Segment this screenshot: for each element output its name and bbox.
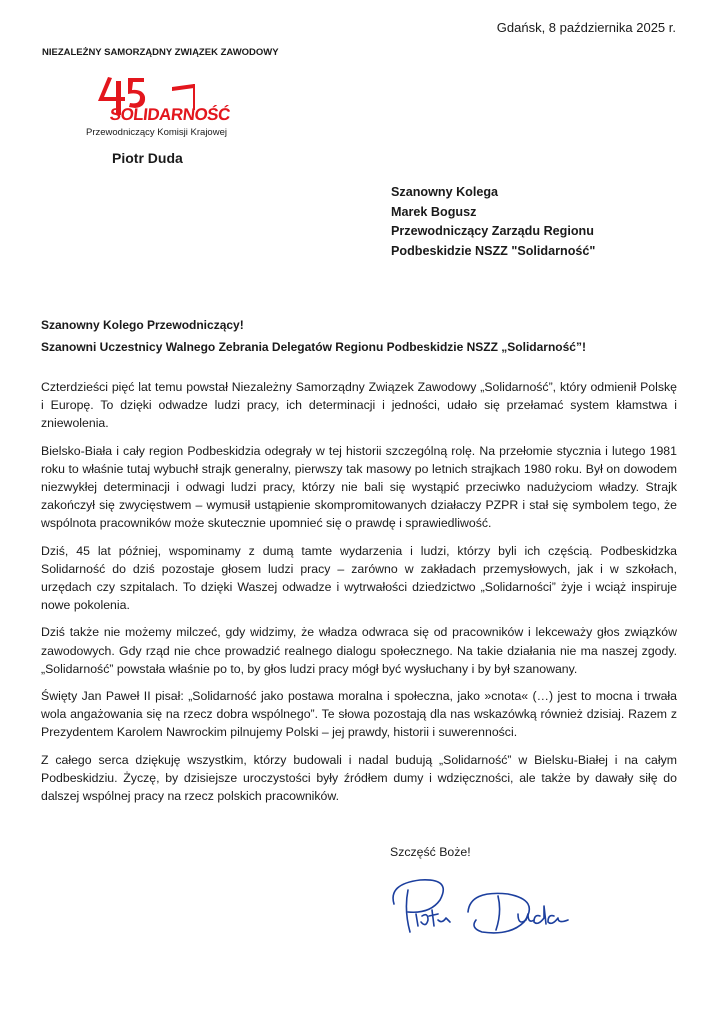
handwritten-signature — [390, 870, 580, 940]
solidarnosc-45-logo — [94, 75, 234, 125]
sender-name: Piotr Duda — [112, 150, 183, 166]
place-date: Gdańsk, 8 października 2025 r. — [496, 20, 676, 35]
recipient-position: Przewodniczący Zarządu Regionu — [391, 224, 594, 238]
paragraph: Dziś także nie możemy milczeć, gdy widzimy, że władza odwraca się od pracowników i lekceważy głos związków zawodowych. Gdy rząd nie chce prowadzić realnego dialogu społecznego. Na takie działania nie ma naszej zgody. „Solidarność” powstała właśnie po to, by głos ludzi pracy mógł być wysłuchany i by był szanowany. — [41, 625, 677, 676]
letter-body — [41, 378, 677, 814]
signature-icon — [390, 870, 580, 940]
paragraph: Z całego serca dziękuję wszystkim, którzy budowali i nadal budują „Solidarność” w Bielsku-Białej i na całym Podbeskidziu. Życzę, by dzisiejsze uroczystości były źródłem dumy i wdzięczności, ale także by dawały siłę do dalszej wspólnej pracy na rzecz polskich pracowników. — [41, 752, 677, 804]
greeting-chairman: Szanowny Kolego Przewodniczący! — [41, 318, 244, 332]
closing: Szczęść Boże! — [390, 845, 471, 859]
recipient-organization: Podbeskidzie NSZZ "Solidarność" — [391, 243, 596, 258]
organization-name: NIEZALEŻNY SAMORZĄDNY ZWIĄZEK ZAWODOWY — [42, 47, 279, 58]
sender-title: Przewodniczący Komisji Krajowej — [86, 127, 227, 138]
greeting-delegates: Szanowni Uczestnicy Walnego Zebrania Delegatów Regionu Podbeskidzie NSZZ „Solidarność”! — [41, 340, 586, 354]
paragraph: Bielsko-Biała i cały region Podbeskidzia odegrały w tej historii szczególną rolę. Na przełomie stycznia i lutego 1981 roku to właśnie tutaj wybuchł strajk generalny, pierwszy tak masowy po letnich strajkach 1980 roku. Był on dowodem niezwykłej determinacji i odwagi ludzi pracy, którzy nie bali się wystąpić przeciwko nadużyciom władzy. Strajk zakończył się zwycięstwem – wymusił ustąpienie skompromitowanych działaczy PZPR i stał się symbolem tego, że wspólnota pracowników może skutecznie upomnieć się o prawdę i sprawiedliwość. — [41, 443, 677, 531]
recipient-block — [391, 183, 595, 261]
svg-text:SOLIDARNOŚĆ: SOLIDARNOŚĆ — [108, 105, 231, 124]
paragraph: Czterdzieści pięć lat temu powstał Niezależny Samorządny Związek Zawodowy „Solidarność”, który odmienił Polskę i Europę. To dzięki odwadze ludzi pracy, ich determinacji i jedności, udało się przełamać system kłamstwa i zniewolenia. — [41, 380, 677, 431]
logo-graphic-icon — [94, 75, 234, 125]
recipient-name: Marek Bogusz — [391, 204, 477, 219]
greetings — [41, 317, 586, 356]
recipient-salutation: Szanowny Kolega — [391, 185, 499, 199]
paragraph: Święty Jan Paweł II pisał: „Solidarność jako postawa moralna i społeczna, jako »cnota« (…) jest to mocna i trwała wola angażowania się na rzecz dobra wspólnego”. Te słowa pozostają dla nas wskazówką również dzisiaj. Razem z Prezydentem Karolem Nawrockim pilnujemy Polski – jej prawdy, historii i suwerenności. — [41, 689, 677, 740]
paragraph: Dziś, 45 lat później, wspominamy z dumą tamte wydarzenia i ludzi, którzy byli ich częścią. Podbeskidzka Solidarność do dziś pozostaje głosem ludzi pracy – zarówno w zakładach przemysłowych, jak i w szkołach, urzędach czy szpitalach. To dzięki Waszej odwadze i wytrwałości dziedzictwo „Solidarności” żyje i wciąż inspiruje nowe pokolenia. — [41, 543, 677, 613]
